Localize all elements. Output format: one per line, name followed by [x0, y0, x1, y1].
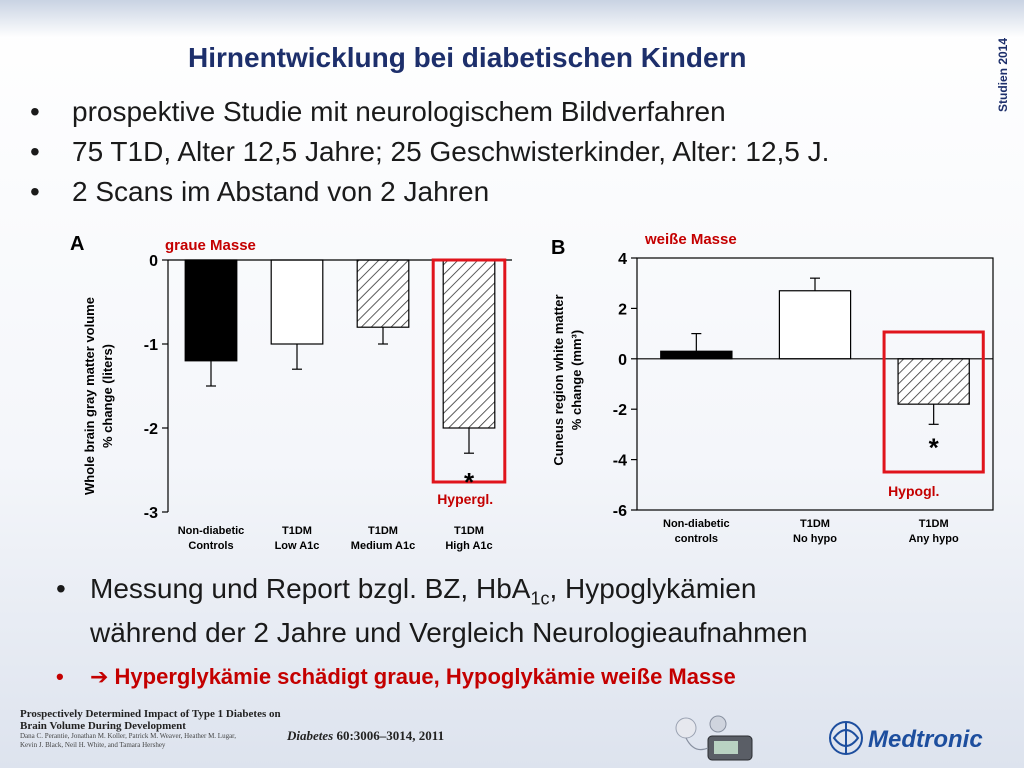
chart-title: weiße Masse	[645, 231, 737, 248]
medtronic-logo	[828, 718, 1004, 758]
panel-letter: A	[70, 233, 85, 255]
panel-letter: B	[551, 237, 566, 259]
journal-citation	[287, 728, 444, 744]
y-tick-label: -2	[143, 421, 158, 438]
x-tick-label: T1DM	[800, 518, 830, 530]
slide-title: Hirnentwicklung bei diabetischen Kindern	[188, 42, 747, 73]
x-tick-label: Non-diabetic	[663, 518, 730, 530]
journal-cite: 60:3006–3014, 2011	[333, 728, 445, 743]
conclusion-text: ➔ Hyperglykämie schädigt graue, Hypoglykämie weiße Masse	[90, 663, 736, 689]
journal-name: Diabetes	[287, 728, 334, 743]
x-tick-label: Low A1c	[274, 540, 320, 552]
x-tick-label: T1DM	[454, 525, 484, 537]
bullet-icon: •	[56, 663, 64, 689]
x-tick-label: T1DM	[282, 525, 312, 537]
intro-bullet-list	[30, 92, 829, 212]
bullet-text: prospektive Studie mit neurologischem Bildverfahren	[72, 96, 726, 127]
bullet-icon: •	[30, 96, 40, 127]
reference-authors: Kevin J. Black, Neil H. White, and Tamara Hershey	[20, 741, 166, 749]
bar	[271, 260, 323, 344]
reference-block	[20, 708, 290, 750]
header-band	[0, 0, 1024, 38]
x-tick-label: T1DM	[918, 518, 949, 530]
y-axis-label: Cuneus region white matter	[551, 294, 566, 466]
chart-title: graue Masse	[165, 237, 256, 254]
bullet-item	[30, 172, 829, 212]
bullet-text-part: während der 2 Jahre und Vergleich Neurologieaufnahmen	[90, 616, 808, 648]
subscript: 1c	[530, 588, 550, 609]
y-axis-label-units: % change (mm³)	[569, 329, 584, 431]
bullet-icon: •	[56, 573, 66, 604]
bullet-text-part: , Hypoglykämien	[549, 573, 757, 604]
y-tick-label: 2	[618, 301, 627, 319]
x-tick-label: Controls	[188, 540, 234, 552]
chart-white-matter	[545, 222, 1005, 562]
reference-authors: Dana C. Perantie, Jonathan M. Koller, Patrick M. Weaver, Heather M. Lugar,	[20, 732, 236, 740]
significance-mark: *	[463, 467, 475, 498]
bullet-icon: •	[30, 136, 40, 167]
x-tick-label: controls	[674, 533, 719, 545]
reference-title: Prospectively Determined Impact of Type 1 Diabetes on	[20, 708, 281, 720]
bar	[661, 351, 732, 359]
x-tick-label: High A1c	[445, 540, 493, 552]
y-tick-label: 4	[618, 251, 627, 268]
x-tick-label: T1DM	[368, 525, 398, 537]
y-axis-label-units: % change (liters)	[100, 343, 115, 449]
y-tick-label: -1	[143, 337, 158, 354]
x-tick-label: Non-diabetic	[177, 525, 245, 537]
y-tick-label: -2	[612, 402, 627, 420]
reference-title: Brain Volume During Development	[20, 720, 186, 732]
summary-bullet-list	[56, 572, 808, 694]
chart-gray-matter	[60, 222, 530, 562]
bar	[357, 260, 409, 327]
side-label: Studien 2014	[996, 37, 1010, 112]
x-tick-label: No hypo	[793, 533, 837, 545]
bullet-icon: •	[30, 176, 40, 207]
y-tick-label: -4	[612, 452, 627, 470]
logo-text: Medtronic	[868, 726, 983, 753]
bar	[779, 291, 850, 359]
highlight-label: Hypogl.	[888, 483, 940, 499]
bullet-text-part: Messung und Report bzgl. BZ, HbA	[90, 573, 531, 604]
y-tick-label: 0	[149, 253, 158, 270]
bullet-text	[90, 572, 808, 650]
y-tick-label: -3	[143, 505, 158, 522]
bullet-item	[30, 132, 829, 172]
insulin-pump-icon	[668, 714, 760, 764]
bar	[185, 260, 237, 361]
bullet-text: 75 T1D, Alter 12,5 Jahre; 25 Geschwisterkinder, Alter: 12,5 J.	[72, 136, 830, 167]
y-tick-label: 0	[618, 351, 627, 369]
significance-mark: *	[928, 432, 939, 463]
bar	[898, 359, 969, 404]
bullet-item	[56, 572, 808, 650]
bullet-text: 2 Scans im Abstand von 2 Jahren	[72, 176, 490, 207]
bar	[443, 260, 495, 428]
y-axis-label: Whole brain gray matter volume	[82, 297, 97, 495]
x-tick-label: Any hypo	[908, 533, 959, 545]
x-tick-label: Medium A1c	[350, 540, 416, 552]
bullet-item	[30, 92, 829, 132]
highlight-label: Hypergl.	[437, 491, 494, 507]
conclusion-item	[56, 660, 808, 694]
y-tick-label: -6	[612, 503, 627, 520]
